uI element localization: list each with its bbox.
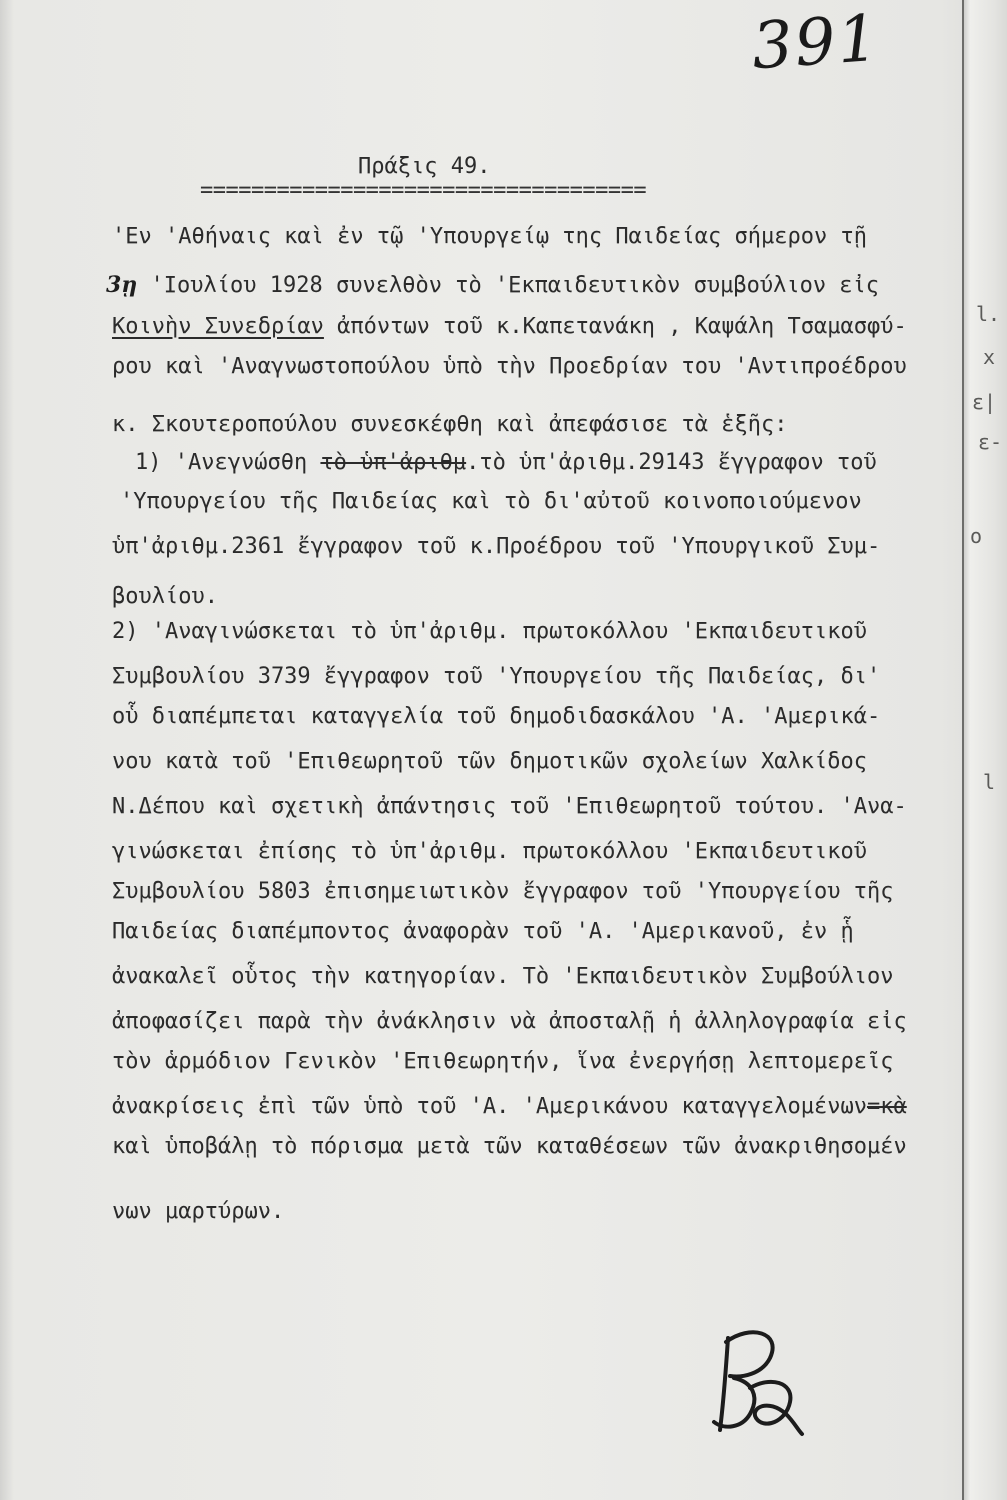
margin-mark-3: ε| [972, 390, 997, 414]
text-line-02-rest: 'Ιουλίου 1928 συνελθὸν τὸ 'Εκπαιδευτικὸν συμβούλιον εἰς [137, 273, 880, 298]
text-line-23: νων μαρτύρων. [112, 1199, 285, 1224]
text-line-01: 'Εν 'Αθήναις καὶ ἐν τῷ 'Υπουργείῳ της Παιδείας σήμερον τῇ [112, 224, 867, 249]
text-line-18: ἀνακαλεῖ οὗτος τὴν κατηγορίαν. Τὸ 'Εκπαιδευτικὸν Συμβούλιον [112, 964, 894, 989]
item-1-start: 1) 'Ανεγνώσθη [135, 450, 321, 475]
handwritten-signature [690, 1318, 820, 1448]
item-1-rest: .τὸ ὑπ'ἀριθμ.29143 ἔγγραφον τοῦ [466, 450, 877, 475]
text-line-08: ὑπ'ἀριθμ.2361 ἔγγραφον τοῦ κ.Προέδρου τοῦ 'Υπουργικοῦ Συμ- [112, 534, 881, 559]
handwritten-page-number: 391 [749, 1, 883, 85]
struck-text: τὸ ὑπ'ἀριθμ [320, 450, 467, 475]
margin-mark-1: l. [976, 302, 1001, 326]
text-line-14: Ν.Δέπου καὶ σχετικὴ ἀπάντησις τοῦ 'Επιθεωρητοῦ τούτου. 'Ανα- [112, 794, 907, 819]
text-line-02 [106, 270, 879, 301]
text-line-13: νου κατὰ τοῦ 'Επιθεωρητοῦ τῶν δημοτικῶν σχολείων Χαλκίδος [112, 749, 867, 774]
text-line-03 [112, 312, 907, 342]
margin-mark-2: x [983, 345, 996, 369]
margin-mark-6: l [983, 770, 996, 794]
text-line-05: κ. Σκουτεροπούλου συνεσκέφθη καὶ ἀπεφάσισε τὰ ἑξῆς: [112, 412, 788, 437]
title-underline: =================================== [200, 178, 647, 203]
text-line-20: τὸν ἁρμόδιον Γενικὸν 'Επιθεωρητήν, ἵνα ἐνεργήσῃ λεπτομερεῖς [112, 1049, 894, 1074]
text-line-16: Συμβουλίου 5803 ἐπισημειωτικὸν ἔγγραφον τοῦ 'Υπουργείου τῆς [112, 879, 894, 904]
struck-text-2: =κὰ [866, 1094, 907, 1119]
handwritten-date-correction: 3ῃ [106, 272, 138, 298]
text-line-12: οὗ διαπέμπεται καταγγελία τοῦ δημοδιδασκάλου 'Α. 'Αμερικά- [112, 704, 881, 729]
text-line-15: γινώσκεται ἐπίσης τὸ ὑπ'ἀριθμ. πρωτοκόλλου 'Εκπαιδευτικοῦ [112, 839, 867, 864]
text-line-04: ρου καὶ 'Αναγνωστοπούλου ὑπὸ τὴν Προεδρίαν του 'Αντιπροέδρου [112, 354, 907, 379]
text-line-09: βουλίου. [112, 584, 218, 609]
text-line-21-main: ἀνακρίσεις ἐπὶ τῶν ὑπὸ τοῦ 'Α. 'Αμερικάνου καταγγελομένων [112, 1094, 867, 1119]
underlined-phrase: Κοινὴν Συνεδρίαν [112, 314, 324, 339]
binding-edge [962, 0, 1007, 1500]
text-line-19: ἀποφασίζει παρὰ τὴν ἀνάκλησιν νὰ ἀποσταλῇ ἡ ἀλληλογραφία εἰς [112, 1009, 907, 1034]
text-line-07: 'Υπουργείου τῆς Παιδείας καὶ τὸ δι'αὐτοῦ κοινοποιούμενον [120, 489, 862, 514]
text-line-22: καὶ ὑποβάλῃ τὸ πόρισμα μετὰ τῶν καταθέσεων τῶν ἀνακριθησομέν [112, 1134, 907, 1159]
text-line-10: 2) 'Αναγινώσκεται τὸ ὑπ'ἀριθμ. πρωτοκόλλου 'Εκπαιδευτικοῦ [112, 619, 867, 644]
margin-mark-5: o [970, 524, 983, 548]
text-line-21 [112, 1092, 907, 1122]
margin-mark-4: ε- [978, 430, 1003, 454]
document-title: Πράξις 49. [358, 154, 491, 179]
text-line-17: Παιδείας διαπέμποντος ἀναφορὰν τοῦ 'Α. 'Αμερικανοῦ, ἐν ᾗ [112, 919, 854, 944]
text-line-11: Συμβουλίου 3739 ἔγγραφον τοῦ 'Υπουργείου τῆς Παιδείας, δι' [112, 664, 881, 689]
text-line-06 [135, 448, 877, 478]
text-line-03-rest: ἀπόντων τοῦ κ.Καπετανάκη , Καψάλη Τσαμασφύ- [323, 314, 907, 339]
